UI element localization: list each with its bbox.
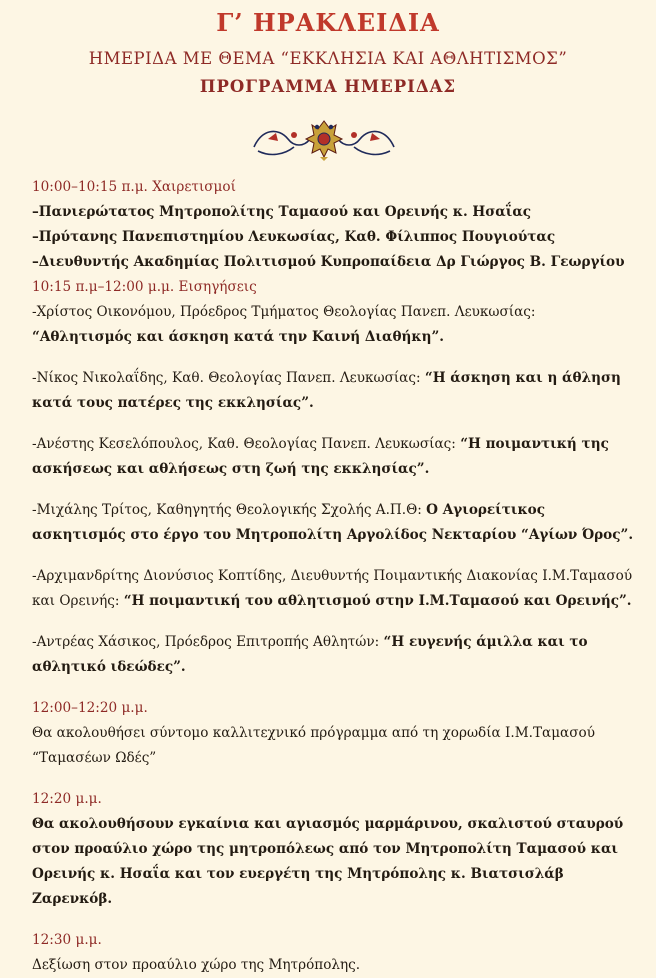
talk-speaker: -Αρχιμανδρίτης Διονύσιος Κοπτίδης, Διευθυντής Ποιμαντικής Διακονίας Ι.Μ.Ταμασού και Ορεινής: [32, 568, 633, 609]
talk-speaker: -Αντρέας Χάσικος, Πρόεδρος Επιτροπής Αθλητών: [32, 634, 380, 650]
talk-speaker: -Ανέστης Κεσελόπουλος, Καθ. Θεολογίας Πανεπ. Λευκωσίας: [32, 436, 456, 452]
greetings-time: 10:00–10:15 π.μ. Χαιρετισμοί [32, 179, 236, 195]
talk-item [32, 366, 636, 416]
inauguration-text: Θα ακολουθήσουν εγκαίνια και αγιασμός μαρμάρινου, σκαλιστού σταυρού στον προαύλιο χώρο της μητροπόλεως από τον Μητροπολίτη Ταμασού και Ορεινής κ. Ησαΐα και τον ευεργέτη της Μητρόπολης κ. Βιατσισλάβ Ζαρενκόβ. [32, 816, 624, 907]
talk-topic: “Η άσκηση και η άθληση κατά τους πατέρες της εκκλησίας”. [32, 370, 621, 411]
inauguration-time: 12:20 μ.μ. [32, 791, 102, 807]
greeting-item: –Πανιερώτατος Μητροπολίτης Ταμασού και Ορεινής κ. Ησαΐας [32, 204, 532, 220]
talk-speaker: -Χρίστος Οικονόμου, Πρόεδρος Τμήματος Θεολογίας Πανεπ. Λευκωσίας: [32, 304, 536, 320]
event-subtitle: ΗΜΕΡΙΔΑ ΜΕ ΘΕΜΑ “ΕΚΚΛΗΣΙΑ ΚΑΙ ΑΘΛΗΤΙΣΜΟΣ” [88, 49, 568, 68]
talk-item [32, 564, 636, 614]
talk-speaker: -Μιχάλης Τρίτος, Καθηγητής Θεολογικής Σχολής Α.Π.Θ: [32, 502, 422, 518]
greeting-item: –Πρύτανης Πανεπιστημίου Λευκωσίας, Καθ. Φίλιππος Πουγιούτας [32, 229, 556, 245]
talk-item [32, 300, 636, 350]
program-content [32, 175, 636, 978]
music-time: 12:00–12:20 μ.μ. [32, 700, 148, 716]
byzantine-eagle-ornament-icon [248, 117, 400, 161]
talk-item [32, 498, 636, 548]
talks-time: 10:15 π.μ–12:00 μ.μ. Εισηγήσεις [32, 279, 257, 295]
greeting-item: –Διευθυντής Ακαδημίας Πολιτισμού Κυπροπαίδεια Δρ Γιώργος Β. Γεωργίου [32, 254, 625, 270]
program-heading: ΠΡΟΓΡΑΜΜΑ ΗΜΕΡΙΔΑΣ [199, 77, 457, 96]
reception-text: Δεξίωση στον προαύλιο χώρο της Μητρόπολης. [32, 957, 361, 973]
talk-speaker: -Νίκος Νικολαΐδης, Καθ. Θεολογίας Πανεπ. Λευκωσίας: [32, 370, 421, 386]
talk-topic: “Η ευγενής άμιλλα και το αθλητικό ιδεώδες”. [32, 634, 588, 675]
talk-item [32, 630, 636, 680]
talk-item [32, 432, 636, 482]
talk-topic: Ο Αγιορείτικος ασκητισμός στο έργο του Μητροπολίτη Αργολίδος Νεκταρίου “Αγίων Όρος”. [32, 502, 634, 543]
music-text: Θα ακολουθήσει σύντομο καλλιτεχνικό πρόγραμμα από τη χορωδία Ι.Μ.Ταμασού “Ταμασέων Ωδές” [32, 725, 595, 766]
reception-time: 12:30 μ.μ. [32, 932, 102, 948]
talk-topic: “Η ποιμαντική της ασκήσεως και αθλήσεως στη ζωή της εκκλησίας”. [32, 436, 609, 477]
page-title: Γ’ ΗΡΑΚΛΕΙΔΙΑ [216, 8, 440, 37]
talk-topic: “Η ποιμαντική του αθλητισμού στην Ι.Μ.Ταμασού και Ορεινής”. [123, 593, 632, 609]
talk-topic: “Αθλητισμός και άσκηση κατά την Καινή Διαθήκη”. [32, 329, 445, 345]
